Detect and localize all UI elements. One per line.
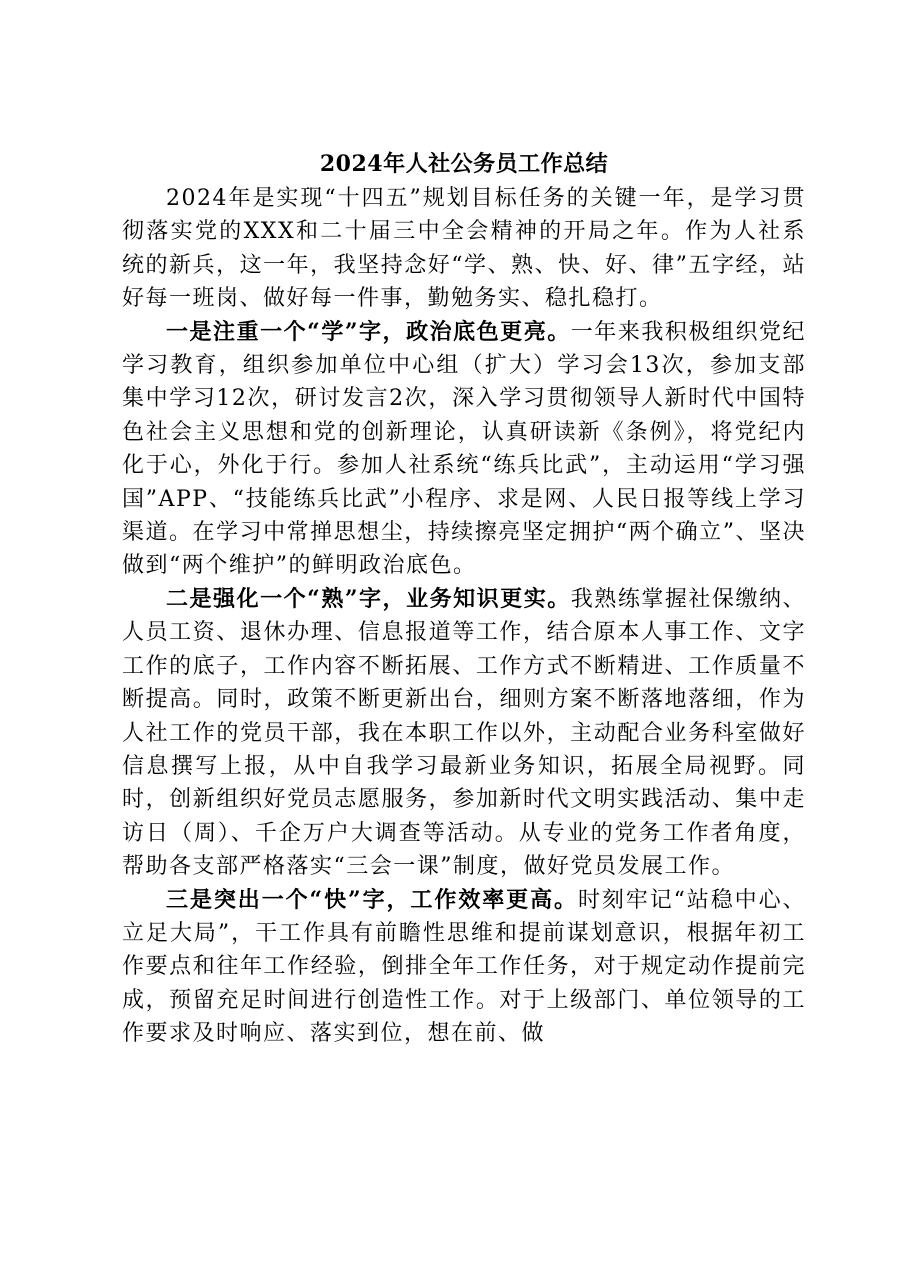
section-paragraph-2 bbox=[122, 583, 806, 884]
section-paragraph-3 bbox=[122, 884, 806, 1051]
intro-paragraph: 2024年是实现“十四五”规划目标任务的关键一年，是学习贯彻落实党的XXX和二十届三中全会精神的开局之年。作为人社系统的新兵，这一年，我坚持念好“学、熟、快、好、律”五字经，站好每一班岗、做好每一件事，勤勉务实、稳扎稳打。 bbox=[122, 186, 806, 312]
section-body-2: 我熟练掌握社保缴纳、人员工资、退休办理、信息报道等工作，结合原本人事工作、文字工作的底子，工作内容不断拓展、工作方式不断精进、工作质量不断提高。同时，政策不断更新出台，细则方案不断落地落细，作为人社工作的党员干部，我在本职工作以外，主动配合业务科室做好信息撰写上报，从中自我学习最新业务知识，拓展全局视野。同时，创新组织好党员志愿服务，参加新时代文明实践活动、集中走访日（周）、千企万户大调查等活动。从专业的党务工作者角度，帮助各支部严格落实“三会一课”制度，做好党员发展工作。 bbox=[122, 586, 806, 880]
section-body-1: 一年来我积极组织党纪学习教育，组织参加单位中心组（扩大）学习会13次，参加支部集中学习12次，研讨发言2次，深入学习贯彻领导人新时代中国特色社会主义思想和党的创新理论，认真研读新《条例》，将党纪内化于心，外化于行。参加人社系统“练兵比武”，主动运用“学习强国”APP、“技能练兵比武”小程序、求是网、人民日报等线上学习渠道。在学习中常掸思想尘，持续擦亮坚定拥护“两个确立”、坚决做到“两个维护”的鲜明政治底色。 bbox=[122, 319, 806, 579]
document-title: 2024年人社公务员工作总结 bbox=[319, 151, 609, 177]
section-body-3: 时刻牢记“站稳中心、立足大局”，干工作具有前瞻性思维和提前谋划意识，根据年初工作要点和往年工作经验，倒排全年工作任务，对于规定动作提前完成，预留充足时间进行创造性工作。对于上级部门、单位领导的工作要求及时响应、落实到位，想在前、做 bbox=[122, 887, 806, 1047]
section-lead-1: 一是注重一个“学”字，政治底色更亮。 bbox=[166, 318, 571, 345]
section-paragraph-1 bbox=[122, 316, 806, 583]
section-lead-2: 二是强化一个“熟”字，业务知识更实。 bbox=[166, 585, 571, 612]
section-lead-3: 三是突出一个“快”字，工作效率更高。 bbox=[166, 886, 578, 913]
document-body bbox=[122, 148, 806, 1051]
